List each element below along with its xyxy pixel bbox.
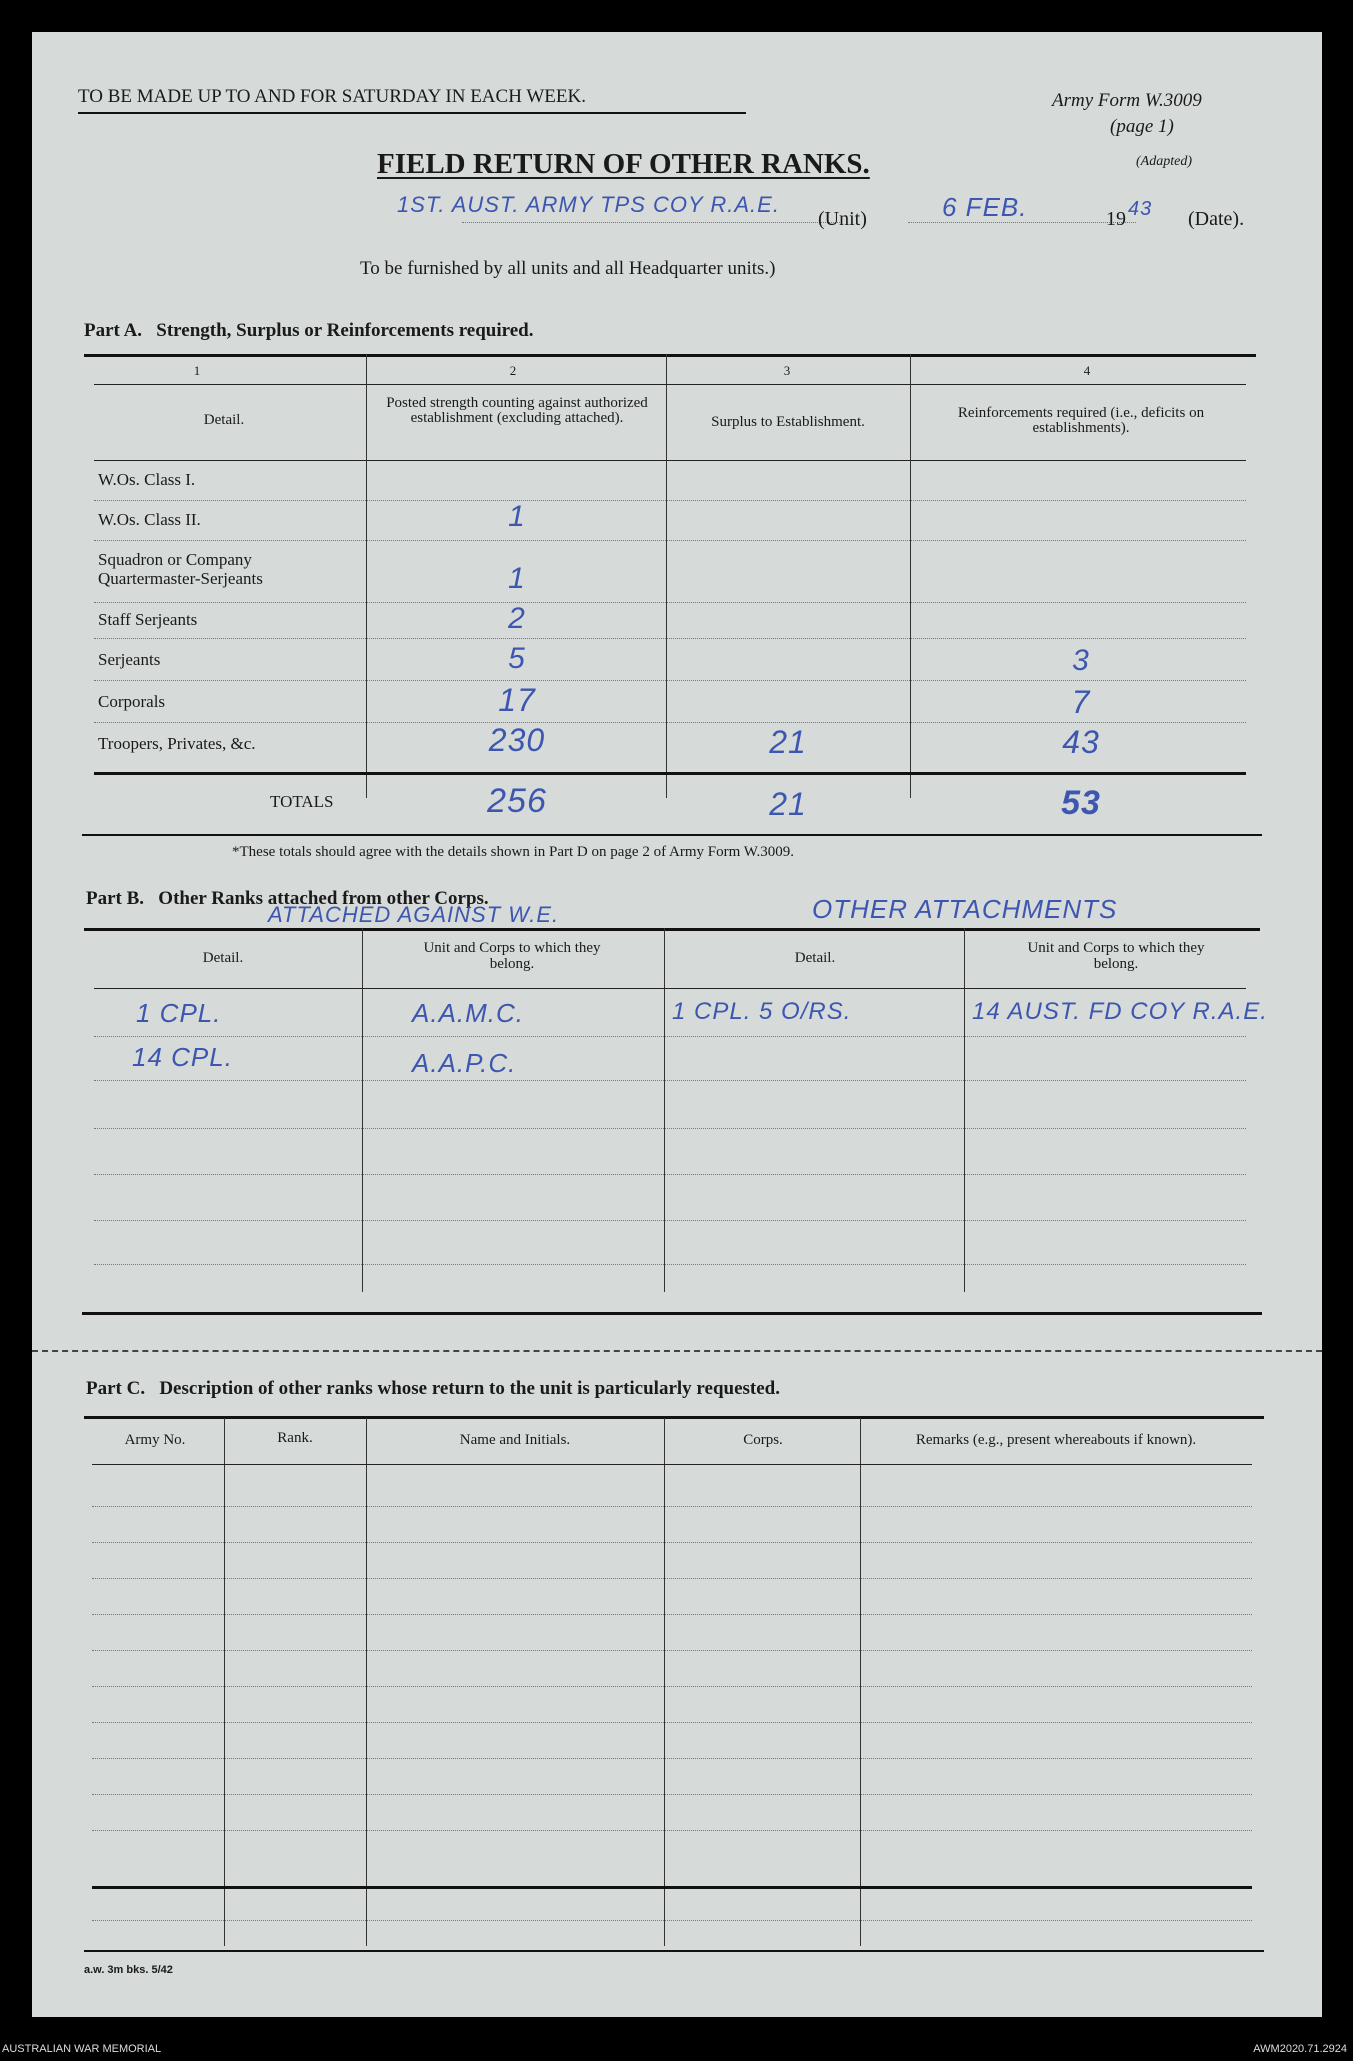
- part-a-number-rule: [94, 384, 1246, 385]
- detail-serjeants: Serjeants: [98, 650, 161, 669]
- part-c-header-name: Name and Initials.: [459, 1432, 571, 1448]
- footer-right: AWM2020.71.2924: [1253, 2043, 1347, 2055]
- part-b-row1-unit2: 14 AUST. FD COY R.A.E.: [972, 998, 1268, 1025]
- print-code: a.w. 3m bks. 5/42: [84, 1964, 173, 1976]
- part-b-bottom-rule: [82, 1312, 1262, 1315]
- form-sheet: [32, 32, 1322, 2017]
- part-c-row-rule: [92, 1920, 1252, 1921]
- part-b-annotation-right: OTHER ATTACHMENTS: [812, 894, 1118, 924]
- posted-wo-class-2: 1: [508, 500, 526, 533]
- part-c-row-rule: [92, 1686, 1252, 1687]
- part-a-header-detail: Detail.: [203, 412, 245, 428]
- unit-label: (Unit): [818, 208, 867, 230]
- row-rule: [94, 602, 1246, 603]
- col-number-1: 1: [193, 363, 201, 378]
- totals-top-rule: [94, 772, 1246, 775]
- date-label: (Date).: [1188, 208, 1245, 230]
- row-rule: [94, 500, 1246, 501]
- date-dotted-line: [908, 222, 1136, 223]
- part-c-header-rule: [92, 1464, 1252, 1465]
- part-b-col-divider-1: [362, 928, 363, 1292]
- totals-reinf: 53: [1061, 784, 1101, 822]
- part-b-top-rule: [84, 928, 1260, 931]
- part-c-header-remarks: Remarks (e.g., present whereabouts if known).: [915, 1432, 1197, 1448]
- part-b-row1-unit1: A.A.M.C.: [412, 998, 525, 1028]
- part-c-row-rule: [92, 1650, 1252, 1651]
- part-c-row-rule: [92, 1578, 1252, 1579]
- part-b-row-rule: [94, 1220, 1246, 1221]
- detail-cqms: Squadron or Company Quartermaster-Serjeants: [98, 550, 263, 588]
- part-b-heading: Part B. Other Ranks attached from other Corps.: [86, 888, 489, 909]
- form-title: FIELD RETURN OF OTHER RANKS.: [377, 148, 870, 180]
- part-c-col-divider-3: [664, 1418, 665, 1946]
- surplus-troopers: 21: [769, 724, 807, 760]
- posted-serjeants: 5: [508, 642, 526, 675]
- part-a-header-reinf: Reinforcements required (i.e., deficits on establishments).: [957, 405, 1205, 436]
- part-a-header-posted: Posted strength counting against authorized establishment (excluding attached).: [386, 395, 648, 426]
- form-name: Army Form W.3009: [1052, 90, 1202, 111]
- totals-surplus: 21: [769, 786, 807, 822]
- reinf-corporals: 7: [1071, 684, 1091, 720]
- part-c-col-divider-1: [224, 1418, 225, 1946]
- part-c-row-rule: [92, 1794, 1252, 1795]
- part-b-header-unit-1: Unit and Corps to which they belong.: [423, 940, 601, 972]
- detail-troopers: Troopers, Privates, &c.: [98, 734, 256, 753]
- part-c-bottom-rule: [84, 1950, 1264, 1952]
- detail-wo-class-1: W.Os. Class I.: [98, 470, 196, 489]
- part-b-row2-detail1: 14 CPL.: [132, 1042, 233, 1072]
- part-c-header-army-no: Army No.: [124, 1432, 186, 1448]
- part-c-heading: Part C. Description of other ranks whose return to the unit is particularly requested.: [86, 1378, 780, 1399]
- row-rule: [94, 680, 1246, 681]
- row-rule: [94, 540, 1246, 541]
- unit-value: 1ST. AUST. ARMY TPS COY R.A.E.: [397, 192, 780, 217]
- part-a-bottom-rule: [82, 834, 1262, 836]
- posted-cqms: 1: [508, 562, 526, 595]
- part-b-row-rule: [94, 1080, 1246, 1081]
- part-a-col-divider-1: [366, 354, 367, 798]
- detail-wo-class-2: W.Os. Class II.: [98, 510, 201, 529]
- part-b-row2-unit1: A.A.P.C.: [412, 1048, 517, 1078]
- part-c-header-corps: Corps.: [743, 1432, 783, 1448]
- part-b-col-divider-3: [964, 928, 965, 1292]
- col-number-3: 3: [783, 363, 791, 378]
- part-b-row1-detail2: 1 CPL. 5 O/RS.: [672, 998, 852, 1025]
- part-b-header-detail-2: Detail.: [794, 950, 836, 966]
- part-b-header-unit-2: Unit and Corps to which they belong.: [1027, 940, 1205, 972]
- part-c-col-divider-2: [366, 1418, 367, 1946]
- instruction-underline: [78, 112, 746, 114]
- part-b-row-rule: [94, 1174, 1246, 1175]
- part-c-col-divider-4: [860, 1418, 861, 1946]
- part-a-header-surplus: Surplus to Establishment.: [711, 414, 865, 430]
- perforation-line: [32, 1350, 1322, 1352]
- reinf-serjeants: 3: [1072, 644, 1090, 677]
- year-value: 43: [1128, 198, 1153, 220]
- posted-staff-serjeants: 2: [508, 602, 526, 635]
- part-c-row-rule: [92, 1542, 1252, 1543]
- part-b-row1-detail1: 1 CPL.: [136, 998, 222, 1028]
- reinf-troopers: 43: [1062, 724, 1100, 760]
- part-c-top-rule: [84, 1416, 1264, 1419]
- part-b-row-rule: [94, 1128, 1246, 1129]
- part-b-header-rule: [94, 988, 1246, 989]
- part-c-header-rank: Rank.: [277, 1430, 313, 1446]
- part-a-col-divider-3: [910, 354, 911, 798]
- posted-corporals: 17: [498, 682, 536, 718]
- part-a-top-rule: [84, 354, 1256, 357]
- part-c-row-rule: [92, 1758, 1252, 1759]
- part-b-annotation-left: ATTACHED AGAINST W.E.: [268, 902, 560, 927]
- year-prefix: 19: [1106, 208, 1126, 230]
- footer-left: AUSTRALIAN WAR MEMORIAL: [2, 2043, 162, 2055]
- part-c-row-rule: [92, 1506, 1252, 1507]
- date-value: 6 FEB.: [942, 192, 1028, 222]
- detail-staff-serjeants: Staff Serjeants: [98, 610, 198, 629]
- totals-posted: 256: [487, 782, 547, 820]
- posted-troopers: 230: [488, 722, 546, 758]
- part-c-row-rule: [92, 1830, 1252, 1831]
- part-a-header-rule: [94, 460, 1246, 461]
- part-a-heading: Part A. Strength, Surplus or Reinforcements required.: [84, 320, 534, 341]
- page-label: (page 1): [1110, 116, 1174, 137]
- adapted-label: (Adapted): [1136, 154, 1192, 169]
- furnish-note: To be furnished by all units and all Headquarter units.): [360, 258, 776, 279]
- unit-dotted-line: [462, 222, 842, 223]
- part-b-row-rule: [94, 1036, 1246, 1037]
- col-number-4: 4: [1083, 363, 1091, 378]
- row-rule: [94, 638, 1246, 639]
- part-a-col-divider-2: [666, 354, 667, 798]
- col-number-2: 2: [509, 363, 517, 378]
- part-b-header-detail-1: Detail.: [202, 950, 244, 966]
- part-a-footnote: *These totals should agree with the details shown in Part D on page 2 of Army Form W.3009.: [232, 844, 795, 860]
- detail-corporals: Corporals: [98, 692, 166, 711]
- part-c-total-rule: [92, 1886, 1252, 1889]
- part-c-row-rule: [92, 1722, 1252, 1723]
- part-b-row-rule: [94, 1264, 1246, 1265]
- totals-label: TOTALS: [270, 792, 334, 811]
- row-rule: [94, 722, 1246, 723]
- part-c-row-rule: [92, 1614, 1252, 1615]
- instruction-line: TO BE MADE UP TO AND FOR SATURDAY IN EACH WEEK.: [78, 86, 586, 107]
- part-b-col-divider-2: [664, 928, 665, 1292]
